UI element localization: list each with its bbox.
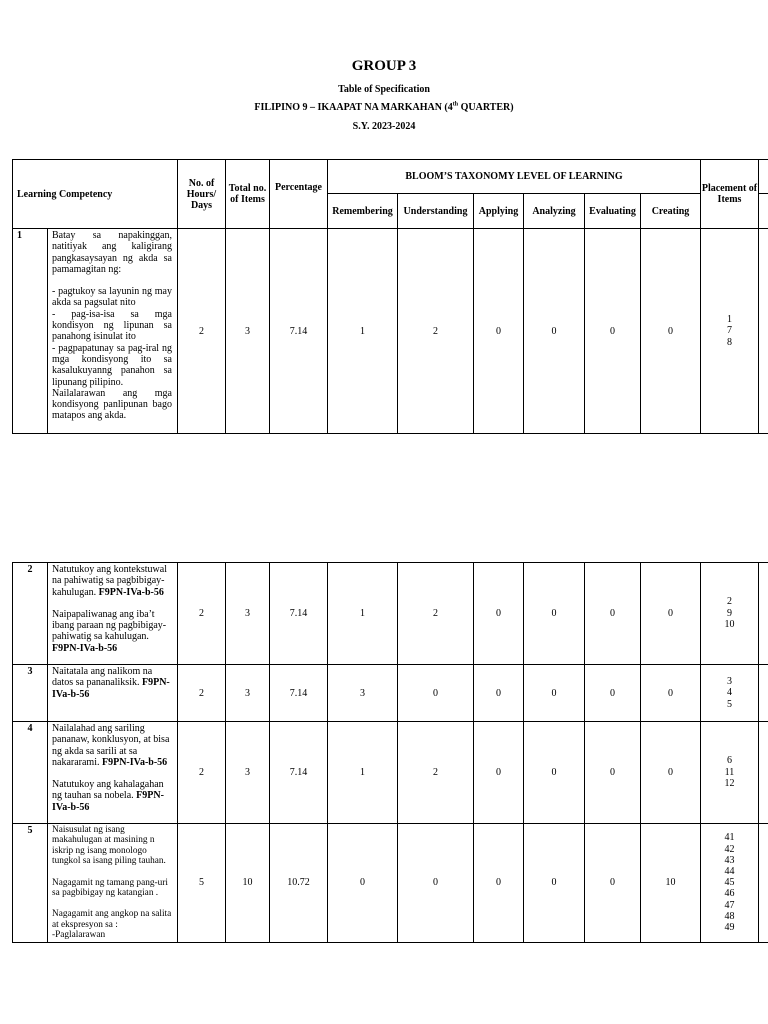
placement-item: 45 xyxy=(724,877,735,889)
percentage-cell: 7.14 xyxy=(270,563,328,665)
competency-cell xyxy=(48,824,178,943)
analyzing-cell: 0 xyxy=(524,229,585,434)
creating-cell: 10 xyxy=(641,824,701,943)
page-title: GROUP 3 xyxy=(351,58,417,74)
analyzing-cell: 0 xyxy=(524,563,585,665)
evaluating-cell: 0 xyxy=(585,824,641,943)
competency-text: Nailalarawan ang mga kondisyong panlipunan bago matapos ang akda. xyxy=(52,387,172,422)
col-learning-competency: Learning Competency xyxy=(13,160,178,229)
header-row-1 xyxy=(13,160,768,194)
competency-text: Naisusulat ng isang makahulugan at masining n iskrip ng isang monologo tungkol sa isang piling tauhan. xyxy=(52,825,166,867)
competency-code: F9PN-IVa-b-56 xyxy=(98,586,164,598)
hours-cell: 2 xyxy=(178,229,226,434)
subject-quarter-line xyxy=(0,102,768,113)
competency-cell xyxy=(48,665,178,722)
applying-cell: 0 xyxy=(474,229,524,434)
evaluating-cell: 0 xyxy=(585,665,641,722)
row-number: 1 xyxy=(13,229,48,434)
competency-text xyxy=(52,779,172,813)
hours-cell: 2 xyxy=(178,722,226,824)
row-number: 5 xyxy=(13,824,48,943)
applying-cell: 0 xyxy=(474,665,524,722)
competency-code: F9PN-IVa-b-56 xyxy=(52,790,164,813)
competency-description: Natutukoy ang kontekstuwal na pahiwatig sa pagbibigay-kahulugan. xyxy=(52,564,167,598)
competency-spacer xyxy=(52,275,172,286)
placement-item: 49 xyxy=(724,922,735,934)
placement-item: 43 xyxy=(724,854,735,866)
remembering-cell: 1 xyxy=(328,722,398,824)
competency-cell xyxy=(48,563,178,665)
competency-spacer xyxy=(52,598,172,609)
table-row xyxy=(13,722,768,824)
competency-text: - pagtukoy sa layunin ng may akda sa pagsulat nito xyxy=(52,286,172,309)
placement-cell xyxy=(701,824,759,943)
understanding-cell: 2 xyxy=(398,722,474,824)
remembering-cell: 1 xyxy=(328,563,398,665)
hours-cell: 2 xyxy=(178,563,226,665)
placement-item: 11 xyxy=(724,766,735,778)
col-blooms-taxonomy: BLOOM’S TAXONOMY LEVEL OF LEARNING xyxy=(328,160,701,194)
understanding-cell: 0 xyxy=(398,824,474,943)
row-number: 2 xyxy=(13,563,48,665)
placement-item: 7 xyxy=(727,325,732,337)
competency-cell xyxy=(48,229,178,434)
cut-off-cell xyxy=(759,563,768,665)
placement-item: 48 xyxy=(724,910,735,922)
competency-text: Batay sa napakinggan, natitiyak ang kaligirang pangkasaysayan ng akda sa pamamagitan ng: xyxy=(52,230,172,275)
competency-text xyxy=(52,564,172,598)
col-applying: Applying xyxy=(474,194,524,229)
competency-text: -Paglalarawan xyxy=(52,930,106,941)
competency-description: Nailalahad ang sariling pananaw, konklusyon, at bisa ng akda sa sarili at sa nakararami. xyxy=(52,723,170,768)
remembering-cell: 0 xyxy=(328,824,398,943)
evaluating-cell: 0 xyxy=(585,229,641,434)
placement-item: 4 xyxy=(727,687,732,699)
spec-table-top xyxy=(12,159,768,434)
placement-item: 2 xyxy=(727,596,732,608)
col-cut-off-2 xyxy=(759,194,768,229)
competency-code: F9PN-IVa-b-56 xyxy=(52,642,118,654)
col-placement: Placement of Items xyxy=(701,160,759,229)
understanding-cell: 0 xyxy=(398,665,474,722)
competency-spacer xyxy=(52,867,172,878)
placement-cell xyxy=(701,722,759,824)
items-cell: 10 xyxy=(226,824,270,943)
remembering-cell: 3 xyxy=(328,665,398,722)
competency-cell xyxy=(48,722,178,824)
col-hours: No. of Hours/ Days xyxy=(178,160,226,229)
placement-item: 41 xyxy=(724,832,735,844)
percentage-cell: 7.14 xyxy=(270,722,328,824)
subject-suffix: QUARTER) xyxy=(458,102,514,113)
creating-cell: 0 xyxy=(641,722,701,824)
col-evaluating: Evaluating xyxy=(585,194,641,229)
placement-item: 47 xyxy=(724,899,735,911)
subject-superscript: th xyxy=(452,101,459,108)
school-year: S.Y. 2023-2024 xyxy=(352,121,416,132)
analyzing-cell: 0 xyxy=(524,824,585,943)
placement-item: 10 xyxy=(724,619,735,631)
table-row xyxy=(13,665,768,722)
cut-off-cell xyxy=(759,229,768,434)
placement-cell xyxy=(701,665,759,722)
placement-item: 46 xyxy=(724,888,735,900)
percentage-cell: 7.14 xyxy=(270,665,328,722)
competency-spacer xyxy=(52,898,172,909)
placement-item: 3 xyxy=(727,675,732,687)
placement-item: 42 xyxy=(724,843,735,855)
col-remembering: Remembering xyxy=(328,194,398,229)
remembering-cell: 1 xyxy=(328,229,398,434)
table-row xyxy=(13,229,768,434)
competency-text: Nagagamit ng tamang pang-uri sa pagbibigay ng katangian . xyxy=(52,877,168,899)
cut-off-cell xyxy=(759,665,768,722)
understanding-cell: 2 xyxy=(398,229,474,434)
evaluating-cell: 0 xyxy=(585,722,641,824)
items-cell: 3 xyxy=(226,563,270,665)
creating-cell: 0 xyxy=(641,665,701,722)
competency-text: Nagagamit ang angkop na salita at ekspresyon sa : xyxy=(52,909,172,930)
cut-off-cell xyxy=(759,824,768,943)
items-cell: 3 xyxy=(226,229,270,434)
evaluating-cell: 0 xyxy=(585,563,641,665)
analyzing-cell: 0 xyxy=(524,722,585,824)
competency-text xyxy=(52,609,172,654)
placement-cell xyxy=(701,563,759,665)
placement-item: 1 xyxy=(727,313,732,325)
col-analyzing: Analyzing xyxy=(524,194,585,229)
hours-cell: 5 xyxy=(178,824,226,943)
col-total-items: Total no. of Items xyxy=(226,160,270,229)
competency-code: F9PN-IVa-b-56 xyxy=(52,677,170,700)
document-subtitle: Table of Specification xyxy=(338,84,430,95)
competency-description: Naitatala ang nalikom na datos sa pananaliksik. xyxy=(52,666,153,689)
placement-item: 5 xyxy=(727,698,732,710)
applying-cell: 0 xyxy=(474,824,524,943)
spec-table-bottom xyxy=(12,562,768,943)
col-understanding: Understanding xyxy=(398,194,474,229)
competency-text: - pagpapatunay sa pag-iral ng mga kondisyong ito sa kasalukuyanng panahon sa lipunang pilipino. xyxy=(52,342,172,388)
percentage-cell: 7.14 xyxy=(270,229,328,434)
competency-text xyxy=(52,723,172,768)
col-creating: Creating xyxy=(641,194,701,229)
competency-spacer xyxy=(52,768,172,779)
creating-cell: 0 xyxy=(641,229,701,434)
competency-text: - pag-isa-isa sa mga kondisyon ng lipunan sa panahong isinulat ito xyxy=(52,308,172,343)
creating-cell: 0 xyxy=(641,563,701,665)
placement-item: 8 xyxy=(727,336,732,348)
placement-item: 6 xyxy=(727,755,732,767)
competency-description: Naipapaliwanag ang iba’t ibang paraan ng pagbibigay-pahiwatig sa kahulugan. xyxy=(52,608,167,643)
table-row xyxy=(13,824,768,943)
competency-text xyxy=(52,666,172,700)
competency-code: F9PN-IVa-b-56 xyxy=(101,756,168,768)
percentage-cell: 10.72 xyxy=(270,824,328,943)
col-percentage: Percentage xyxy=(270,160,328,229)
row-number: 3 xyxy=(13,665,48,722)
applying-cell: 0 xyxy=(474,563,524,665)
subject-prefix: FILIPINO 9 – IKAAPAT NA MARKAHAN (4 xyxy=(254,102,453,113)
cut-off-cell xyxy=(759,722,768,824)
col-cut-off xyxy=(759,160,768,194)
placement-cell xyxy=(701,229,759,434)
placement-item: 44 xyxy=(724,866,735,878)
table-row xyxy=(13,563,768,665)
placement-item: 9 xyxy=(727,607,732,619)
items-cell: 3 xyxy=(226,722,270,824)
understanding-cell: 2 xyxy=(398,563,474,665)
row-number: 4 xyxy=(13,722,48,824)
placement-item: 12 xyxy=(724,778,735,790)
analyzing-cell: 0 xyxy=(524,665,585,722)
applying-cell: 0 xyxy=(474,722,524,824)
competency-description: Natutukoy ang kahalagahan ng tauhan sa nobela. xyxy=(52,779,164,802)
items-cell: 3 xyxy=(226,665,270,722)
hours-cell: 2 xyxy=(178,665,226,722)
